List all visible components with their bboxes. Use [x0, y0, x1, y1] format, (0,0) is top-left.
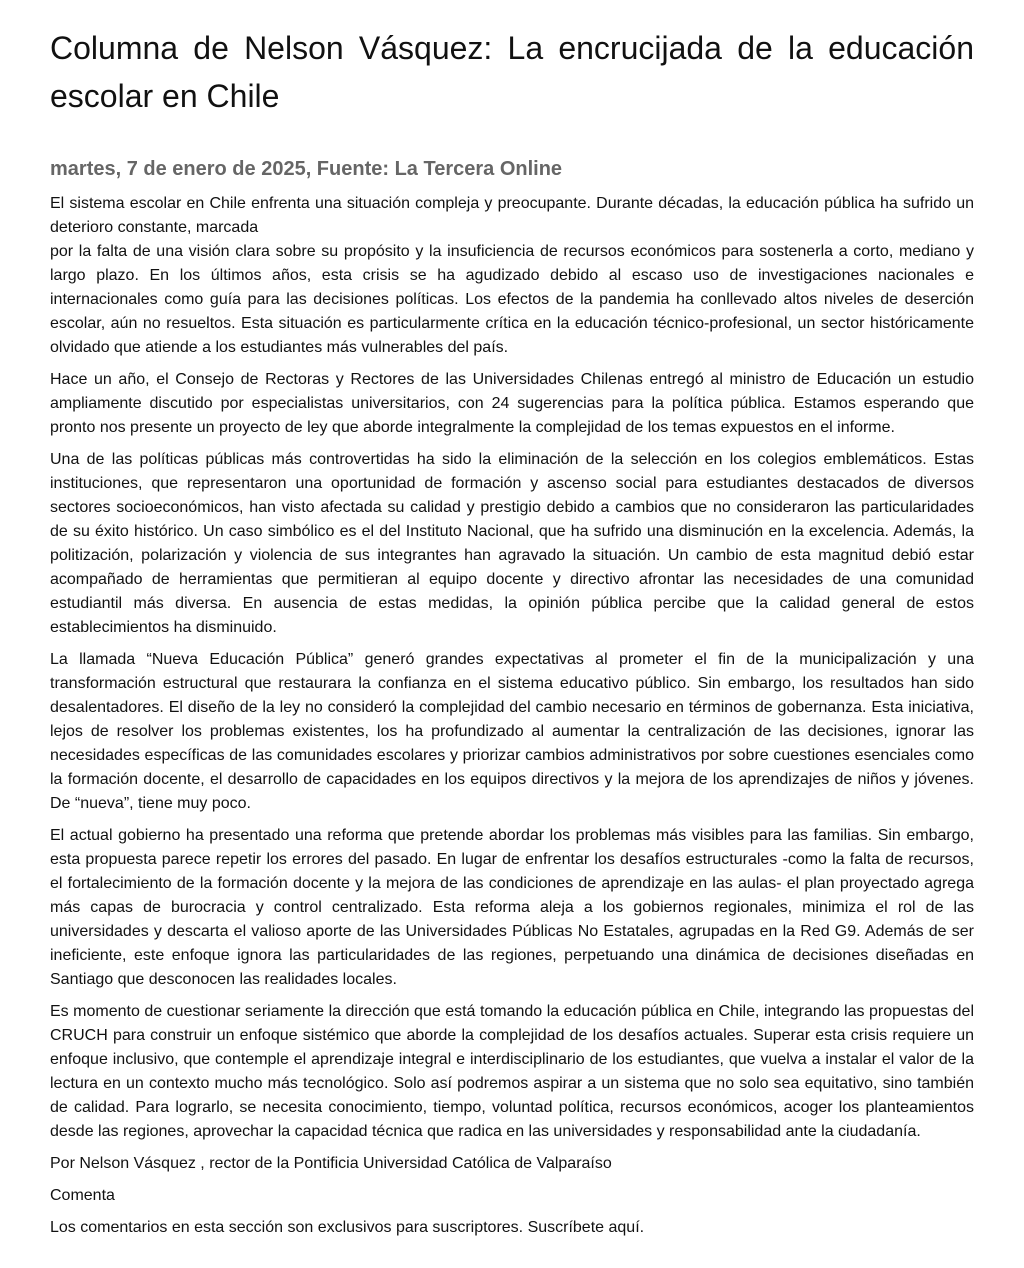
- comment-subscriber-note: Los comentarios en esta sección son exclusivos para suscriptores. Suscríbete aquí.: [50, 1219, 645, 1236]
- article-byline: Por Nelson Vásquez , rector de la Pontificia Universidad Católica de Valparaíso: [50, 1155, 612, 1172]
- article-date-source: martes, 7 de enero de 2025, Fuente: La Tercera Online: [50, 158, 563, 180]
- article-intro-line: El sistema escolar en Chile enfrenta una situación compleja y preocupante. Durante décadas, la educación pública ha sufrido un deterioro constante, marcada: [50, 195, 974, 236]
- article-paragraph-1: por la falta de una visión clara sobre su propósito y la insuficiencia de recursos económicos para sostenerla a corto, mediano y largo plazo. En los últimos años, esta crisis se ha agudizado debido al escaso uso de investigaciones nacionales e internacionales como guía para las decisiones políticas. Los efectos de la pandemia ha conllevado altos niveles de deserción escolar, aún no resueltos. Esta situación es particularmente crítica en la educación técnico-profesional, un sector históricamente olvidado que atiende a los estudiantes más vulnerables del país.: [50, 243, 974, 356]
- article-title: Columna de Nelson Vásquez: La encrucijada de la educación escolar en Chile: [50, 30, 974, 114]
- article-paragraph-6: Es momento de cuestionar seriamente la dirección que está tomando la educación pública en Chile, integrando las propuestas del CRUCH para construir un enfoque sistémico que aborde la complejidad de los desafíos actuales. Superar esta crisis requiere un enfoque inclusivo, que contemple el aprendizaje integral e interdisciplinario de los estudiantes, que vuelva a instalar el valor de la lectura en un contexto mucho más tecnológico. Solo así podremos aspirar a un sistema que no solo sea equitativo, sino también de calidad. Para lograrlo, se necesita conocimiento, tiempo, voluntad política, recursos económicos, acoger los planteamientos desde las regiones, aprovechar la capacidad técnica que radica en las universidades y responsabilidad ante la ciudadanía.: [50, 1003, 974, 1140]
- comment-heading: Comenta: [50, 1187, 115, 1204]
- article-paragraph-3: Una de las políticas públicas más controvertidas ha sido la eliminación de la selección en los colegios emblemáticos. Estas instituciones, que representaron una oportunidad de formación y ascenso social para estudiantes destacados de diversos sectores socioeconómicos, han visto afectada su calidad y prestigio debido a cambios que no consideraron las particularidades de su éxito histórico. Un caso simbólico es el del Instituto Nacional, que ha sufrido una disminución en la excelencia. Además, la politización, polarización y violencia de sus integrantes han agravado la situación. Un cambio de esta magnitud debió estar acompañado de herramientas que permitieran al equipo docente y directivo afrontar las necesidades de una comunidad estudiantil más diversa. En ausencia de estas medidas, la opinión pública percibe que la calidad general de estos establecimientos ha disminuido.: [50, 451, 974, 636]
- article-paragraph-2: Hace un año, el Consejo de Rectoras y Rectores de las Universidades Chilenas entregó al ministro de Educación un estudio ampliamente discutido por especialistas universitarios, con 24 sugerencias para la política pública. Estamos esperando que pronto nos presente un proyecto de ley que aborde integralmente la complejidad de los temas expuestos en el informe.: [50, 371, 974, 436]
- article-paragraph-5: El actual gobierno ha presentado una reforma que pretende abordar los problemas más visibles para las familias. Sin embargo, esta propuesta parece repetir los errores del pasado. En lugar de enfrentar los desafíos estructurales -como la falta de recursos, el fortalecimiento de la formación docente y la mejora de las condiciones de aprendizaje en las aulas- el plan proyectado agrega más capas de burocracia y control centralizado. Esta reforma aleja a los gobiernos regionales, minimiza el rol de las universidades y descarta el valioso aporte de las Universidades Públicas No Estatales, agrupadas en la Red G9. Además de ser ineficiente, este enfoque ignora las particularidades de las regiones, perpetuando una dinámica de decisiones diseñadas en Santiago que desconocen las realidades locales.: [50, 827, 974, 988]
- article-paragraph-4: La llamada “Nueva Educación Pública” generó grandes expectativas al prometer el fin de la municipalización y una transformación estructural que restaurara la confianza en el sistema educativo público. Sin embargo, los resultados han sido desalentadores. El diseño de la ley no consideró la complejidad del cambio necesario en términos de gobernanza. Esta iniciativa, lejos de resolver los problemas existentes, los ha profundizado al aumentar la centralización de las decisiones, ignorar las necesidades específicas de las comunidades escolares y priorizar cambios administrativos por sobre cuestiones esenciales como la formación docente, el desarrollo de capacidades en los equipos directivos y la mejora de los aprendizajes de niños y jóvenes. De “nueva”, tiene muy poco.: [50, 651, 974, 812]
